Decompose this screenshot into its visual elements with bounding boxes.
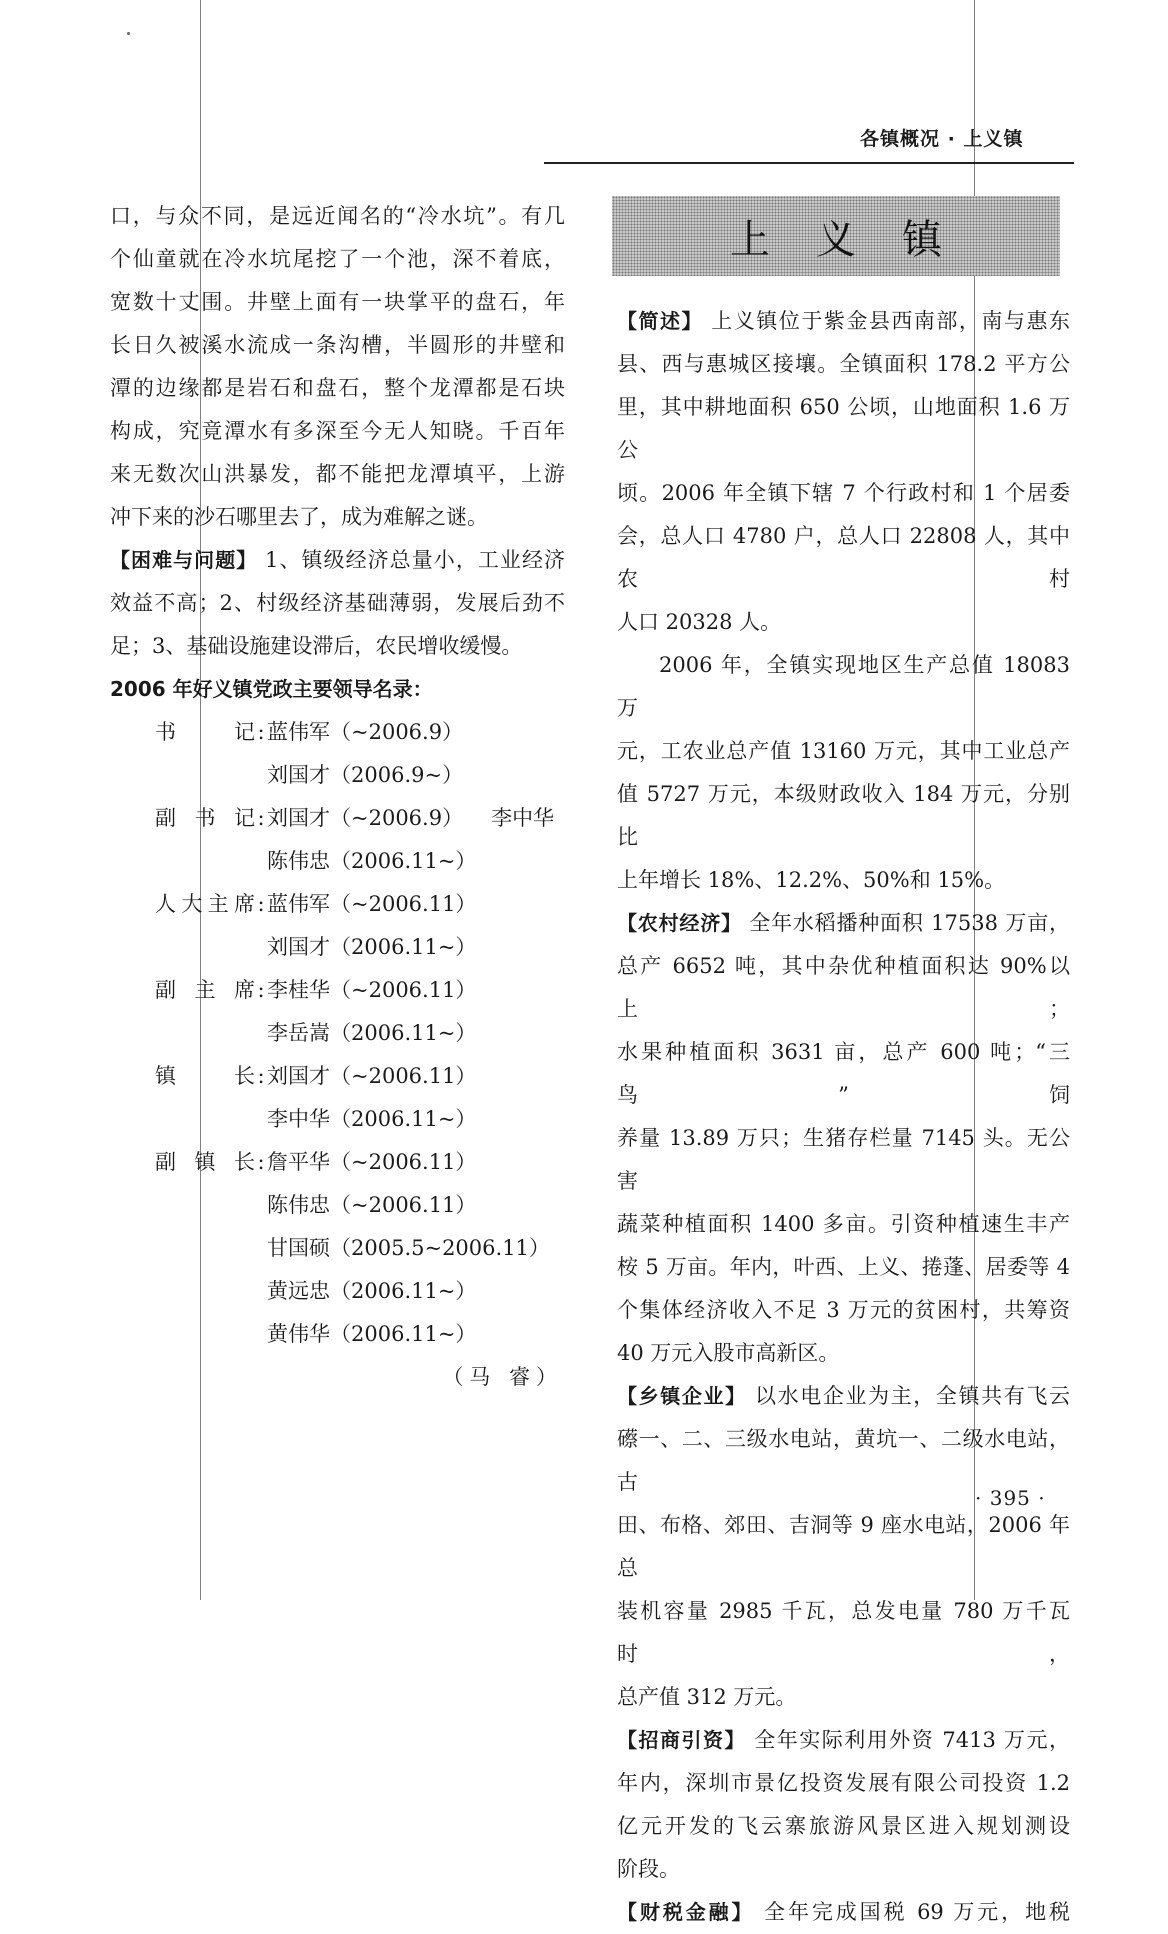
text-line: 来无数次山洪暴发，都不能把龙潭填平，上游: [110, 462, 565, 486]
leader-name: 刘国才（~2006.11）: [267, 1064, 477, 1088]
text-line: 总产 6652 吨，其中杂优种植面积达 90%以上；: [617, 954, 1070, 1021]
leader-names: [267, 1098, 565, 1141]
text-line: 水果种植面积 3631 亩，总产 600 吨；“三鸟”饲: [617, 1040, 1070, 1107]
scan-speck: [127, 32, 130, 35]
running-header: 各镇概况 · 上义镇: [860, 128, 1024, 150]
leader-colon: :: [257, 720, 265, 744]
leader-name: 刘国才（~2006.9）: [267, 806, 464, 830]
leader-names: [267, 754, 565, 797]
text-line: 阶段。: [617, 1857, 680, 1881]
leader-names: [267, 1141, 565, 1184]
text-line: 宽数十丈围。井壁上面有一块掌平的盘石，年: [110, 290, 565, 314]
text-line: 口，与众不同，是远近闻名的“冷水坑”。有几: [110, 204, 565, 228]
leader-name: 刘国才（2006.9~）: [267, 763, 464, 787]
leader-row: [110, 1184, 565, 1227]
leader-name: 陈伟忠（~2006.11）: [267, 1193, 477, 1217]
header-rule: [544, 162, 1074, 164]
leader-name: 李岳嵩（2006.11~）: [267, 1021, 477, 1045]
leader-names: [267, 711, 565, 754]
leader-names: [267, 797, 565, 840]
article-title: 上义镇: [730, 216, 988, 263]
leader-role: 书记: [155, 720, 255, 744]
leader-colon: :: [257, 806, 265, 830]
text-line: 冲下来的沙石哪里去了，成为难解之谜。: [110, 505, 488, 529]
story-continuation: [110, 195, 565, 539]
section-heading: 【财税金融】: [617, 1900, 755, 1924]
leader-role: 人大主席: [155, 892, 255, 916]
text-line: 上义镇位于紫金县西南部，南与惠东: [703, 309, 1070, 333]
section-finance: [617, 1891, 1070, 1934]
leader-name: 甘国硕（2005.5~2006.11）: [267, 1236, 550, 1260]
leader-name: 黄远忠（2006.11~）: [267, 1279, 477, 1303]
leader-colon: :: [257, 1150, 265, 1174]
leader-row: [110, 711, 565, 754]
leader-name: 詹平华（~2006.11）: [267, 1150, 477, 1174]
leader-row: [110, 754, 565, 797]
text-line: 年内，深圳市景亿投资发展有限公司投资 1.2: [617, 1771, 1070, 1795]
section-rural-economy: [617, 902, 1070, 1375]
leader-role: 副书记: [155, 806, 255, 830]
author-credit: （马 睿）: [442, 1365, 563, 1389]
leader-name: 李中华（2006.11~）: [267, 1107, 477, 1131]
leader-role: 镇长: [155, 1064, 255, 1088]
leader-row: [110, 1141, 565, 1184]
text-line: 元，工农业总产值 13160 万元，其中工业总产: [617, 739, 1070, 763]
section-enterprises: [617, 1375, 1070, 1719]
section-heading: 【乡镇企业】: [617, 1384, 747, 1408]
text-line: 全年水稻播种面积 17538 万亩，: [741, 911, 1070, 935]
leader-name: 李桂华（~2006.11）: [267, 978, 477, 1002]
text-line: 值 5727 万元，本级财政收入 184 万元，分别比: [617, 782, 1070, 849]
leader-row: [110, 1313, 565, 1356]
text-line: 以水电企业为主，全镇共有飞云: [746, 1384, 1070, 1408]
leader-names: [267, 840, 565, 883]
leader-names: [267, 1313, 565, 1356]
text-line: 桉 5 万亩。年内，叶西、上义、捲蓬、居委等 4: [617, 1255, 1070, 1279]
text-line: 全年实际利用外资 7413 万元，: [746, 1728, 1071, 1752]
leader-row: [110, 797, 565, 840]
text-line: 效益不高；2、村级经济基础薄弱，发展后劲不: [110, 591, 565, 615]
leader-names: [267, 1055, 565, 1098]
leader-row: [110, 1270, 565, 1313]
leader-names: [267, 1012, 565, 1055]
text-line: 全年完成国税 69 万元，地税: [754, 1900, 1071, 1924]
text-line: 总产值 312 万元。: [617, 1685, 797, 1709]
leader-row: [110, 1098, 565, 1141]
leader-role: 副镇长: [155, 1150, 255, 1174]
text-line: 1、镇级经济总量小，工业经济: [257, 548, 565, 572]
leader-colon: :: [257, 1064, 265, 1088]
leader-name: 陈伟忠（2006.11~）: [267, 849, 477, 873]
section-problems: [110, 539, 565, 668]
text-line: 个仙童就在冷水坑尾挖了一个池，深不着底，: [110, 247, 565, 271]
leaders-list: [110, 711, 565, 1356]
section-economy-paragraph: [617, 644, 1070, 902]
section-investment: [617, 1719, 1070, 1891]
leader-names: [267, 1184, 565, 1227]
leader-row: [110, 1055, 565, 1098]
page-number: · 395 ·: [975, 1486, 1046, 1510]
text-line: 2006 年，全镇实现地区生产总值 18083 万: [617, 653, 1070, 720]
section-heading: 【农村经济】: [617, 911, 742, 935]
leader-name: 蓝伟军（~2006.11）: [267, 892, 477, 916]
text-line: 40 万元入股市高新区。: [617, 1341, 840, 1365]
leader-row: [110, 1227, 565, 1270]
leader-colon: :: [257, 978, 265, 1002]
left-column: [110, 195, 565, 1399]
leader-names: [267, 883, 565, 926]
text-line: 田、布格、郊田、吉洞等 9 座水电站，2006 年总: [617, 1513, 1070, 1580]
text-line: 礤一、二、三级水电站，黄坑一、二级水电站，古: [617, 1427, 1070, 1494]
text-line: 养量 13.89 万只；生猪存栏量 7145 头。无公害: [617, 1126, 1070, 1193]
leader-row: [110, 926, 565, 969]
section-heading: 【简述】: [617, 309, 704, 333]
leader-row: [110, 840, 565, 883]
leader-row: [110, 1012, 565, 1055]
leader-row: [110, 969, 565, 1012]
leader-role: 副主席: [155, 978, 255, 1002]
leaders-list-title: 2006 年好义镇党政主要领导名录：: [110, 677, 433, 701]
text-line: 人口 20328 人。: [617, 610, 782, 634]
leader-names: [267, 1270, 565, 1313]
section-heading: 【招商引资】: [617, 1728, 747, 1752]
right-column: [617, 300, 1070, 1934]
leader-name: 刘国才（2006.11~）: [267, 935, 477, 959]
text-line: 上年增长 18%、12.2%、50%和 15%。: [617, 868, 1006, 892]
text-line: 顷。2006 年全镇下辖 7 个行政村和 1 个居委: [617, 481, 1070, 505]
text-line: 个集体经济收入不足 3 万元的贫困村，共筹资: [617, 1298, 1070, 1322]
text-line: 蔬菜种植面积 1400 多亩。引资种植速生丰产: [617, 1212, 1070, 1236]
text-line: 长日久被溪水流成一条沟槽，半圆形的井壁和: [110, 333, 565, 357]
text-line: 装机容量 2985 千瓦，总发电量 780 万千瓦时，: [617, 1599, 1070, 1666]
leader-names: [267, 969, 565, 1012]
leader-names: [267, 926, 565, 969]
leader-name: 黄伟华（2006.11~）: [267, 1322, 477, 1346]
leader-names: [267, 1227, 565, 1270]
leader-name: 李中华: [491, 806, 555, 830]
text-line: 足；3、基础设施建设滞后，农民增收缓慢。: [110, 634, 523, 658]
leader-colon: :: [257, 892, 265, 916]
text-line: 亿元开发的飞云寨旅游风景区进入规划测设: [617, 1814, 1070, 1838]
text-line: 县、西与惠城区接壤。全镇面积 178.2 平方公: [617, 352, 1070, 376]
text-line: 潭的边缘都是岩石和盘石，整个龙潭都是石块: [110, 376, 565, 400]
title-banner: [612, 196, 1060, 276]
text-line: 会，总人口 4780 户，总人口 22808 人，其中农村: [617, 524, 1070, 591]
section-overview: [617, 300, 1070, 644]
leader-name: 蓝伟军（~2006.9）: [267, 720, 464, 744]
text-line: 里，其中耕地面积 650 公顷，山地面积 1.6 万公: [617, 395, 1070, 462]
text-line: 构成，究竟潭水有多深至今无人知晓。千百年: [110, 419, 565, 443]
leader-row: [110, 883, 565, 926]
section-heading: 【困难与问题】: [110, 548, 258, 572]
